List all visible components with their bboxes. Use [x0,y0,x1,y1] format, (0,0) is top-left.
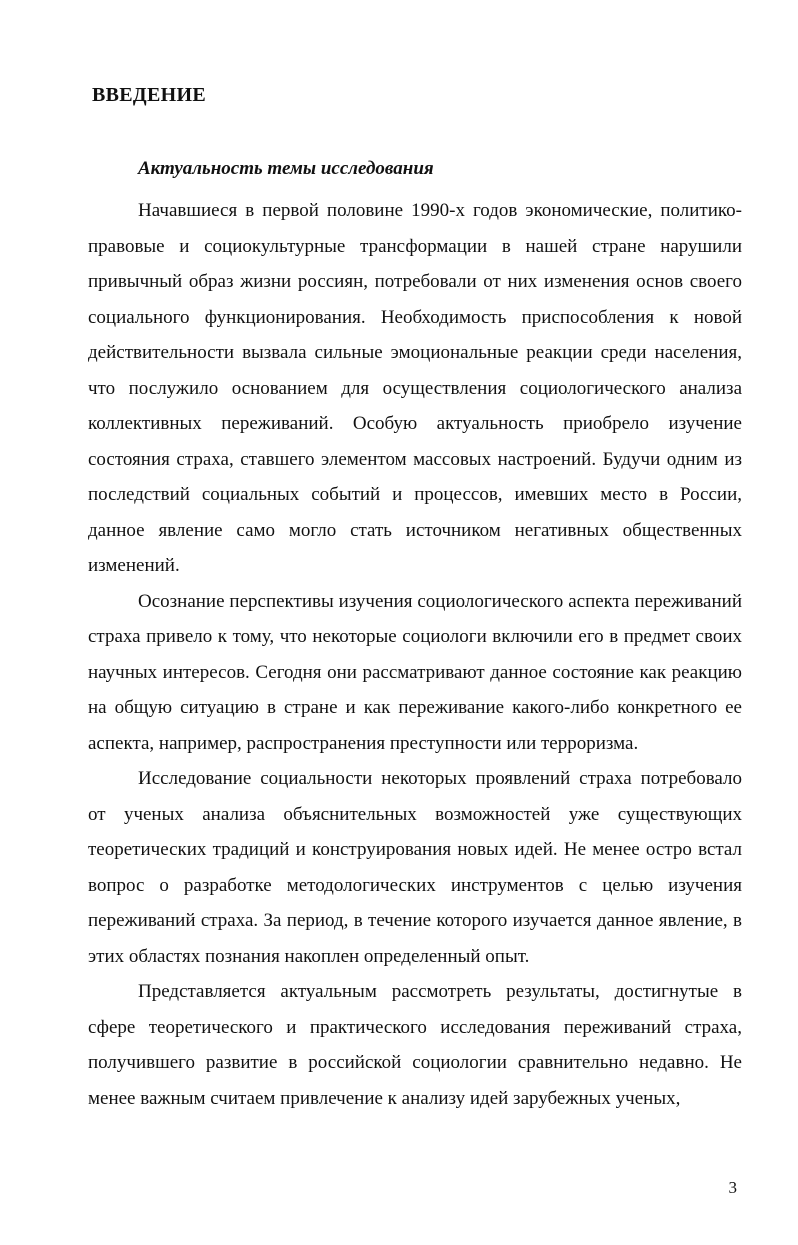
page-heading: ВВЕДЕНИЕ [92,84,206,106]
section-subheading: Актуальность темы исследования [138,158,434,179]
paragraph-1: Начавшиеся в первой половине 1990-х годов экономические, политико-правовые и социокультурные трансформации в нашей стране нарушили привычный образ жизни россиян, потребовали от них изменения основ своего социального функционирования. Необходимость приспособления к новой действительности вызвала сильные эмоциональные реакции среди населения, что послужило основанием для осуществления социологического анализа коллективных переживаний. Особую актуальность приобрело изучение состояния страха, ставшего элементом массовых настроений. Будучи одним из последствий социальных событий и процессов, имевших место в России, данное явление само могло стать источником негативных общественных изменений. [88,200,742,576]
paragraph-2: Осознание перспективы изучения социологического аспекта переживаний страха привело к тому, что некоторые социологи включили его в предмет своих научных интересов. Сегодня они рассматривают данное состояние как реакцию на общую ситуацию в стране и как переживание какого-либо конкретного ее аспекта, например, распространения преступности или терроризма. [88,590,742,754]
body-text [88,193,742,1116]
paragraph-4: Представляется актуальным рассмотреть результаты, достигнутые в сфере теоретического и практического исследования переживаний страха, получившего развитие в российской социологии сравнительно недавно. Не менее важным считаем привлечение к анализу идей зарубежных ученых, [88,981,742,1109]
paragraph-3: Исследование социальности некоторых проявлений страха потребовало от ученых анализа объяснительных возможностей уже существующих теоретических традиций и конструирования новых идей. Не менее остро встал вопрос о разработке методологических инструментов с целью изучения переживаний страха. За период, в течение которого изучается данное явление, в этих областях познания накоплен определенный опыт. [88,768,742,967]
page-number: 3 [728,1178,737,1197]
